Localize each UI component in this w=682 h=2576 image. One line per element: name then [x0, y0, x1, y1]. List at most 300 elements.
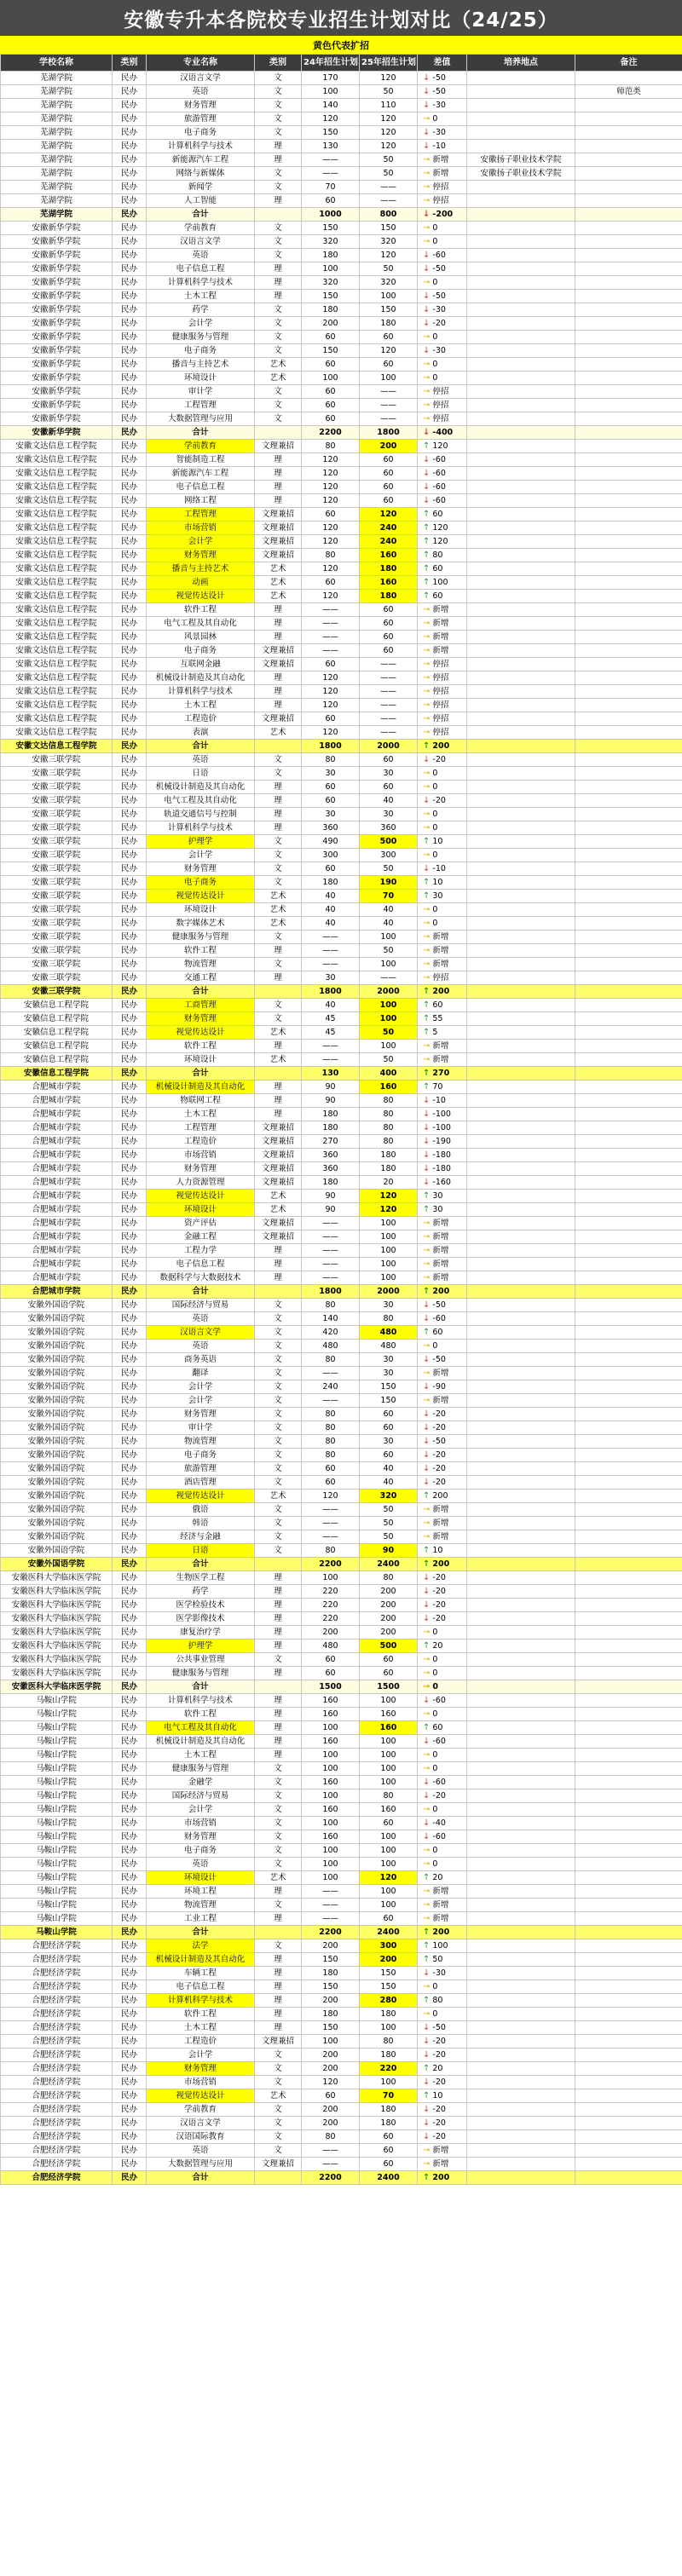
plan24-cell: 160	[302, 1735, 360, 1749]
major-cell: 车辆工程	[147, 1967, 255, 1980]
diff-value: 0	[432, 2009, 438, 2019]
category-cell: 文	[255, 753, 302, 767]
col-category: 类别	[255, 55, 302, 72]
diff-value: 0	[432, 1668, 438, 1678]
type-cell: 民办	[113, 344, 147, 358]
location-cell	[467, 1121, 575, 1135]
plan24-cell: 100	[302, 1571, 360, 1585]
table-row	[1, 535, 682, 549]
table-row	[1, 590, 682, 603]
arrow-up-icon: ↑	[423, 1641, 431, 1651]
plan25-cell: 30	[360, 1299, 418, 1312]
school-cell: 安徽医科大学临床医学院	[1, 1612, 113, 1626]
note-cell	[575, 2171, 682, 2185]
diff-cell	[418, 1544, 467, 1558]
total-row	[1, 740, 682, 753]
school-cell: 马鞍山学院	[1, 1789, 113, 1803]
note-cell	[575, 1667, 682, 1680]
arrow-right-icon: →	[423, 1246, 431, 1255]
diff-value: 0	[432, 1682, 439, 1691]
arrow-up-icon: ↑	[423, 2173, 431, 2182]
school-cell: 合肥城市学院	[1, 1258, 113, 1271]
school-cell: 安徽新华学院	[1, 222, 113, 235]
category-cell: 文理兼招	[255, 2158, 302, 2171]
plan24-cell: 100	[302, 1844, 360, 1858]
diff-value: 停招	[432, 401, 449, 410]
type-cell: 民办	[113, 194, 147, 208]
major-cell: 俄语	[147, 1503, 255, 1517]
location-cell	[467, 208, 575, 222]
category-cell: 艺术	[255, 562, 302, 576]
note-cell	[575, 1830, 682, 1844]
note-cell	[575, 862, 682, 876]
diff-value: 30	[432, 1191, 443, 1201]
location-cell	[467, 944, 575, 958]
location-cell	[467, 1408, 575, 1421]
plan25-cell: ——	[360, 385, 418, 399]
table-row	[1, 1912, 682, 1926]
type-cell: 民办	[113, 1312, 147, 1326]
major-cell: 数字媒体艺术	[147, 917, 255, 931]
plan24-cell: 320	[302, 276, 360, 290]
type-cell: 民办	[113, 917, 147, 931]
plan25-cell: 150	[360, 1967, 418, 1980]
major-cell: 市场营销	[147, 1149, 255, 1162]
table-row	[1, 1585, 682, 1599]
type-cell: 民办	[113, 1149, 147, 1162]
diff-cell	[418, 508, 467, 522]
diff-value: 新增	[432, 1273, 449, 1282]
location-cell	[467, 1053, 575, 1067]
school-cell: 安徽文达信息工程学院	[1, 644, 113, 658]
diff-cell	[418, 808, 467, 821]
diff-value: 停招	[432, 714, 449, 723]
school-cell: 安徽三联学院	[1, 985, 113, 999]
diff-value: 0	[432, 1846, 438, 1855]
category-cell: 文	[255, 1858, 302, 1871]
total-row	[1, 2171, 682, 2185]
table-row	[1, 971, 682, 985]
location-cell	[467, 140, 575, 153]
type-cell: 民办	[113, 958, 147, 971]
diff-cell	[418, 1149, 467, 1162]
school-cell: 安徽新华学院	[1, 249, 113, 262]
table-row	[1, 1762, 682, 1776]
category-cell: 艺术	[255, 2089, 302, 2103]
diff-value: 0	[432, 114, 438, 124]
school-cell: 合肥城市学院	[1, 1203, 113, 1217]
location-cell	[467, 1012, 575, 1026]
type-cell: 民办	[113, 1449, 147, 1462]
major-cell: 电气工程及其自动化	[147, 794, 255, 808]
plan25-cell: 320	[360, 1490, 418, 1503]
plan24-cell: 70	[302, 181, 360, 194]
diff-value: -20	[432, 2037, 446, 2046]
type-cell: 民办	[113, 522, 147, 535]
school-cell: 安徽文达信息工程学院	[1, 603, 113, 617]
school-cell: 合肥城市学院	[1, 1217, 113, 1230]
plan25-cell: 50	[360, 1053, 418, 1067]
category-cell: 理	[255, 1749, 302, 1762]
diff-cell	[418, 1517, 467, 1530]
table-row	[1, 1653, 682, 1667]
diff-value: 0	[432, 782, 438, 792]
diff-value: 30	[432, 1205, 443, 1214]
diff-cell	[418, 862, 467, 876]
major-cell: 英语	[147, 2144, 255, 2158]
school-cell: 合肥城市学院	[1, 1135, 113, 1149]
school-cell: 马鞍山学院	[1, 1885, 113, 1899]
diff-value: 0	[432, 919, 438, 928]
table-row	[1, 453, 682, 467]
location-cell	[467, 576, 575, 590]
diff-value: -60	[432, 1696, 446, 1705]
location-cell	[467, 753, 575, 767]
arrow-right-icon: →	[423, 387, 431, 396]
diff-cell	[418, 562, 467, 576]
note-cell	[575, 167, 682, 181]
arrow-right-icon: →	[423, 332, 431, 342]
diff-value: -20	[432, 2118, 446, 2128]
major-cell: 英语	[147, 85, 255, 99]
category-cell: 理	[255, 1040, 302, 1053]
plan25-cell: 180	[360, 1162, 418, 1176]
school-cell: 安徽信息工程学院	[1, 1040, 113, 1053]
plan24-cell: 60	[302, 2089, 360, 2103]
arrow-right-icon: →	[423, 1505, 431, 1514]
plan24-cell: ——	[302, 1885, 360, 1899]
school-cell: 安徽外国语学院	[1, 1299, 113, 1312]
location-cell	[467, 931, 575, 944]
major-cell: 电子商务	[147, 126, 255, 140]
plan25-cell: 180	[360, 2103, 418, 2117]
category-cell: 理	[255, 290, 302, 303]
plan25-cell: 500	[360, 835, 418, 849]
plan25-cell: 40	[360, 903, 418, 917]
table-row	[1, 917, 682, 931]
plan24-cell: 100	[302, 85, 360, 99]
plan25-cell: 40	[360, 1476, 418, 1490]
table-row	[1, 2021, 682, 2035]
arrow-up-icon: ↑	[423, 578, 431, 587]
plan24-cell: ——	[302, 167, 360, 181]
category-cell	[255, 740, 302, 753]
type-cell: 民办	[113, 658, 147, 671]
plan24-cell: 360	[302, 1149, 360, 1162]
diff-value: 新增	[432, 1369, 449, 1378]
note-cell	[575, 1012, 682, 1026]
type-cell: 民办	[113, 1626, 147, 1640]
diff-value: 60	[432, 1328, 443, 1337]
school-cell: 安徽新华学院	[1, 290, 113, 303]
location-cell	[467, 876, 575, 890]
table-row	[1, 358, 682, 372]
diff-cell	[418, 2089, 467, 2103]
diff-cell	[418, 1271, 467, 1285]
major-cell: 汉语国际教育	[147, 2130, 255, 2144]
table-row	[1, 385, 682, 399]
plan24-cell: 80	[302, 440, 360, 453]
category-cell: 理	[255, 481, 302, 494]
arrow-down-icon: ↓	[423, 428, 431, 437]
diff-cell	[418, 1640, 467, 1653]
major-cell: 财务管理	[147, 1830, 255, 1844]
type-cell: 民办	[113, 1926, 147, 1939]
note-cell	[575, 1203, 682, 1217]
category-cell: 理	[255, 1885, 302, 1899]
type-cell: 民办	[113, 494, 147, 508]
diff-cell	[418, 2158, 467, 2171]
diff-value: -160	[432, 1178, 451, 1187]
note-cell	[575, 344, 682, 358]
diff-cell	[418, 1994, 467, 2008]
plan24-cell: ——	[302, 1394, 360, 1408]
table-row	[1, 808, 682, 821]
school-cell: 安徽文达信息工程学院	[1, 453, 113, 467]
plan25-cell: 100	[360, 1899, 418, 1912]
category-cell: 理	[255, 1980, 302, 1994]
arrow-up-icon: ↑	[423, 1491, 431, 1501]
table-row	[1, 522, 682, 535]
type-cell: 民办	[113, 1040, 147, 1053]
note-cell	[575, 631, 682, 644]
plan24-cell: 200	[302, 317, 360, 331]
note-cell	[575, 1749, 682, 1762]
diff-cell	[418, 2103, 467, 2117]
diff-value: -60	[432, 1314, 446, 1323]
table-row	[1, 1121, 682, 1135]
diff-cell	[418, 72, 467, 85]
note-cell	[575, 358, 682, 372]
school-cell: 安徽文达信息工程学院	[1, 562, 113, 576]
major-cell: 护理学	[147, 1640, 255, 1653]
plan24-cell: 80	[302, 1408, 360, 1421]
table-row	[1, 821, 682, 835]
note-cell	[575, 1162, 682, 1176]
page-title: 安徽专升本各院校专业招生计划对比（24/25）	[0, 0, 682, 36]
school-cell: 马鞍山学院	[1, 1926, 113, 1939]
category-cell: 文理兼招	[255, 712, 302, 726]
diff-value: 60	[432, 1723, 443, 1732]
total-row	[1, 1067, 682, 1081]
school-cell: 安徽三联学院	[1, 931, 113, 944]
diff-cell	[418, 1230, 467, 1244]
arrow-right-icon: →	[423, 1805, 431, 1814]
diff-cell	[418, 821, 467, 835]
location-cell	[467, 85, 575, 99]
diff-cell	[418, 1394, 467, 1408]
plan24-cell: 90	[302, 1094, 360, 1108]
plan25-cell: 100	[360, 2021, 418, 2035]
category-cell: 文	[255, 1803, 302, 1817]
diff-value: 10	[432, 2091, 443, 2101]
diff-value: -20	[432, 755, 446, 764]
school-cell: 安徽新华学院	[1, 385, 113, 399]
type-cell: 民办	[113, 1230, 147, 1244]
category-cell: 文	[255, 1653, 302, 1667]
table-row	[1, 617, 682, 631]
diff-value: -50	[432, 73, 446, 83]
school-cell: 安徽文达信息工程学院	[1, 671, 113, 685]
diff-value: 200	[432, 1491, 448, 1501]
arrow-right-icon: →	[423, 237, 431, 246]
diff-cell	[418, 222, 467, 235]
type-cell: 民办	[113, 1612, 147, 1626]
arrow-down-icon: ↓	[423, 2078, 431, 2087]
major-cell: 工程力学	[147, 1244, 255, 1258]
arrow-up-icon: ↑	[423, 537, 431, 546]
plan25-cell: 30	[360, 1435, 418, 1449]
plan24-cell: 160	[302, 1776, 360, 1789]
diff-value: 20	[432, 2064, 443, 2073]
arrow-down-icon: ↓	[423, 2023, 431, 2032]
note-cell	[575, 1626, 682, 1640]
diff-cell	[418, 1885, 467, 1899]
category-cell: 理	[255, 1094, 302, 1108]
type-cell: 民办	[113, 999, 147, 1012]
type-cell: 民办	[113, 1380, 147, 1394]
diff-cell	[418, 1285, 467, 1299]
diff-value: 新增	[432, 1900, 449, 1910]
note-cell	[575, 753, 682, 767]
table-row	[1, 1667, 682, 1680]
location-cell	[467, 821, 575, 835]
note-cell	[575, 1121, 682, 1135]
location-cell	[467, 2103, 575, 2117]
location-cell	[467, 1912, 575, 1926]
school-cell: 安徽新华学院	[1, 317, 113, 331]
school-cell: 芜湖学院	[1, 85, 113, 99]
plan24-cell: 60	[302, 658, 360, 671]
plan25-cell: 100	[360, 931, 418, 944]
major-cell: 软件工程	[147, 944, 255, 958]
note-cell	[575, 835, 682, 849]
location-cell	[467, 1244, 575, 1258]
diff-value: 新增	[432, 1914, 449, 1923]
plan25-cell: 160	[360, 1803, 418, 1817]
table-row	[1, 781, 682, 794]
category-cell: 文	[255, 1462, 302, 1476]
table-row	[1, 603, 682, 617]
type-cell: 民办	[113, 903, 147, 917]
note-cell	[575, 1599, 682, 1612]
diff-value: 新增	[432, 646, 449, 655]
plan25-cell: 50	[360, 262, 418, 276]
diff-value: 0	[432, 223, 438, 233]
col-major: 专业名称	[147, 55, 255, 72]
note-cell	[575, 2008, 682, 2021]
school-cell: 合肥经济学院	[1, 1994, 113, 2008]
plan25-cell: 60	[360, 644, 418, 658]
category-cell: 文理兼招	[255, 2035, 302, 2049]
arrow-right-icon: →	[423, 1232, 431, 1242]
location-cell	[467, 849, 575, 862]
table-row	[1, 631, 682, 644]
location-cell	[467, 1939, 575, 1953]
note-cell	[575, 522, 682, 535]
school-cell: 合肥城市学院	[1, 1081, 113, 1094]
category-cell: 文理兼招	[255, 1217, 302, 1230]
location-cell	[467, 1653, 575, 1667]
type-cell: 民办	[113, 740, 147, 753]
arrow-right-icon: →	[423, 1396, 431, 1405]
location-cell	[467, 1953, 575, 1967]
type-cell: 民办	[113, 1899, 147, 1912]
diff-cell	[418, 658, 467, 671]
school-cell: 安徽文达信息工程学院	[1, 494, 113, 508]
note-cell	[575, 1449, 682, 1462]
school-cell: 安徽外国语学院	[1, 1544, 113, 1558]
school-cell: 芜湖学院	[1, 126, 113, 140]
category-cell: 文	[255, 1544, 302, 1558]
diff-cell	[418, 644, 467, 658]
type-cell: 民办	[113, 453, 147, 467]
location-cell	[467, 344, 575, 358]
plan24-cell: 1000	[302, 208, 360, 222]
diff-cell	[418, 576, 467, 590]
diff-cell	[418, 1585, 467, 1599]
major-cell: 环境设计	[147, 1871, 255, 1885]
note-cell	[575, 2117, 682, 2130]
diff-cell	[418, 1190, 467, 1203]
major-cell: 大数据管理与应用	[147, 412, 255, 426]
table-row	[1, 1544, 682, 1558]
category-cell: 理	[255, 808, 302, 821]
major-cell: 财务管理	[147, 2062, 255, 2076]
table-row	[1, 1953, 682, 1967]
school-cell: 马鞍山学院	[1, 1858, 113, 1871]
table-row	[1, 1735, 682, 1749]
note-cell	[575, 249, 682, 262]
school-cell: 安徽外国语学院	[1, 1530, 113, 1544]
plan24-cell: ——	[302, 1367, 360, 1380]
category-cell: 文理兼招	[255, 535, 302, 549]
plan24-cell: 100	[302, 1762, 360, 1776]
category-cell: 文	[255, 931, 302, 944]
diff-value: 0	[432, 1750, 438, 1760]
table-row	[1, 508, 682, 522]
diff-cell	[418, 1162, 467, 1176]
category-cell: 理	[255, 1912, 302, 1926]
plan24-cell: 100	[302, 2035, 360, 2049]
school-cell: 安徽三联学院	[1, 971, 113, 985]
location-cell	[467, 222, 575, 235]
plan24-cell: 80	[302, 1449, 360, 1462]
note-cell	[575, 699, 682, 712]
plan25-cell: 60	[360, 603, 418, 617]
diff-cell	[418, 999, 467, 1012]
category-cell: 理	[255, 1694, 302, 1708]
location-cell	[467, 1789, 575, 1803]
plan24-cell: 40	[302, 917, 360, 931]
location-cell	[467, 971, 575, 985]
diff-cell	[418, 2117, 467, 2130]
school-cell: 合肥经济学院	[1, 2117, 113, 2130]
school-cell: 合肥经济学院	[1, 1980, 113, 1994]
school-cell: 安徽信息工程学院	[1, 999, 113, 1012]
location-cell	[467, 685, 575, 699]
diff-value: 0	[432, 1709, 438, 1719]
note-cell	[575, 1353, 682, 1367]
plan24-cell: 120	[302, 699, 360, 712]
school-cell: 合肥经济学院	[1, 1939, 113, 1953]
plan24-cell: 150	[302, 126, 360, 140]
arrow-right-icon: →	[423, 223, 431, 233]
note-cell	[575, 1067, 682, 1081]
category-cell: 文	[255, 1503, 302, 1517]
category-cell: 文	[255, 303, 302, 317]
type-cell: 民办	[113, 303, 147, 317]
